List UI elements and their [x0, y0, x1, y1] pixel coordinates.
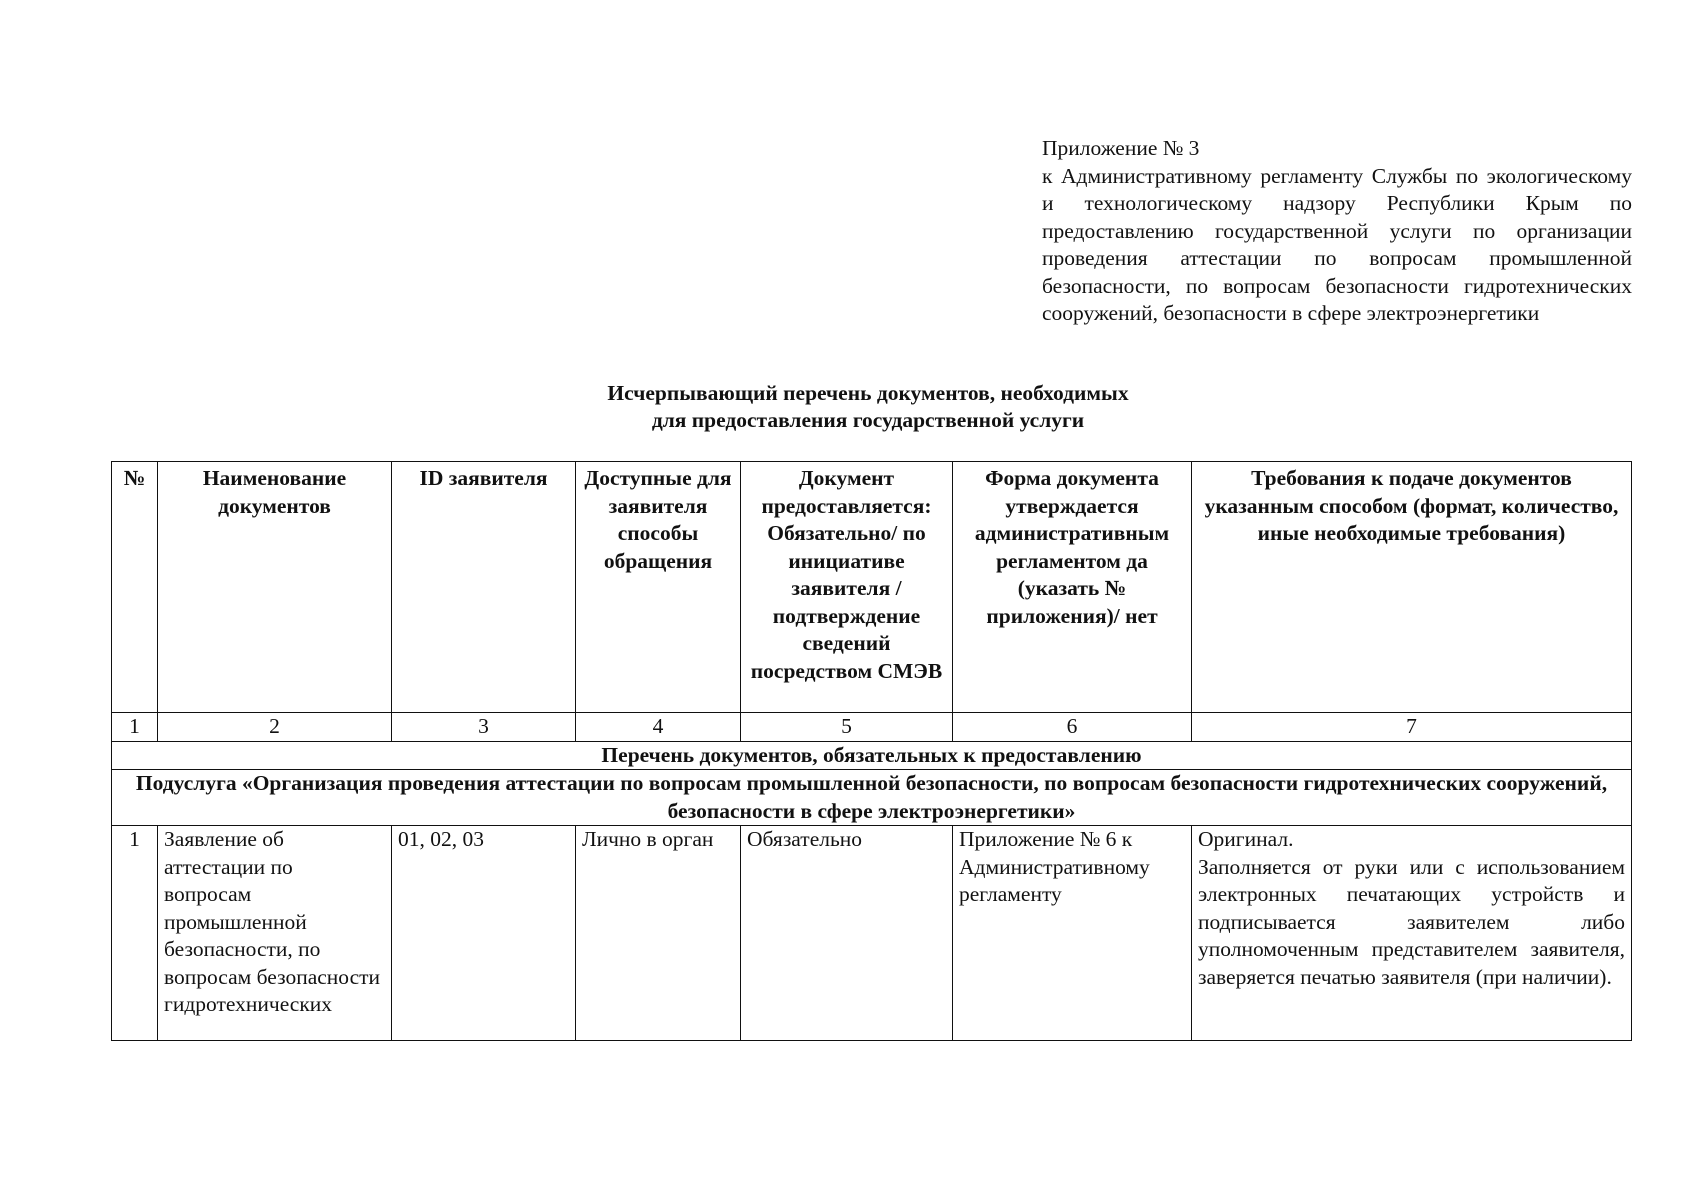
- table-row: [112, 826, 1632, 1041]
- header-row: [112, 462, 1632, 713]
- appendix-text: к Административному регламенту Службы по экологическому и технологическому надзору Республики Крым по предоставлению государственной услуги по организации проведения аттестации по вопросам промышленной безопасности, по вопросам безопасности гидротехнических сооружений, безопасности в сфере электроэнергетики: [1042, 163, 1632, 325]
- title-line-2: для предоставления государственной услуги: [651, 408, 1085, 432]
- subservice-title: Подуслуга «Организация проведения аттестации по вопросам промышленной безопасности, по вопросам безопасности гидротехнических сооружений, безопасности в сфере электроэнергетики»: [112, 770, 1632, 826]
- header-provision-type: Документ предоставляется: Обязательно/ по инициативе заявителя /подтверждение сведений посредством СМЭВ: [741, 462, 953, 713]
- column-numbers-row: [112, 713, 1632, 742]
- header-access-methods: Доступные для заявителя способы обращения: [576, 462, 741, 713]
- row-document-name: Заявление об аттестации по вопросам промышленной безопасности, по вопросам безопасности гидротехнических: [158, 826, 392, 1041]
- header-document-name: Наименование документов: [158, 462, 392, 713]
- row-form: Приложение № 6 к Административному регламенту: [953, 826, 1192, 1041]
- row-requirements: [1192, 826, 1632, 1041]
- requirements-original: Оригинал.: [1198, 827, 1294, 851]
- row-provision-type: Обязательно: [741, 826, 953, 1041]
- title-line-1: Исчерпывающий перечень документов, необходимых: [607, 381, 1129, 405]
- row-number: 1: [112, 826, 158, 1041]
- appendix-number: Приложение № 3: [1042, 136, 1200, 160]
- column-number: 1: [112, 713, 158, 742]
- column-number: 6: [953, 713, 1192, 742]
- section-title: Перечень документов, обязательных к предоставлению: [112, 741, 1632, 770]
- header-number: №: [112, 462, 158, 713]
- requirements-details: Заполняется от руки или с использованием электронных печатающих устройств и подписывается заявителем либо уполномоченным представителем заявителя, заверяется печатью заявителя (при наличии).: [1198, 854, 1625, 989]
- documents-table: [111, 461, 1632, 1041]
- subservice-row: [112, 770, 1632, 826]
- header-requirements: Требования к подаче документов указанным способом (формат, количество, иные необходимые требования): [1192, 462, 1632, 713]
- column-number: 2: [158, 713, 392, 742]
- document-title: [0, 380, 1690, 434]
- appendix-block: [1042, 135, 1632, 328]
- row-access-method: Лично в орган: [576, 826, 741, 1041]
- column-number: 3: [392, 713, 576, 742]
- column-number: 4: [576, 713, 741, 742]
- column-number: 7: [1192, 713, 1632, 742]
- row-applicant-id: 01, 02, 03: [392, 826, 576, 1041]
- section-row: [112, 741, 1632, 770]
- header-form-approval: Форма документа утверждается административным регламентом да (указать № приложения)/ нет: [953, 462, 1192, 713]
- header-applicant-id: ID заявителя: [392, 462, 576, 713]
- column-number: 5: [741, 713, 953, 742]
